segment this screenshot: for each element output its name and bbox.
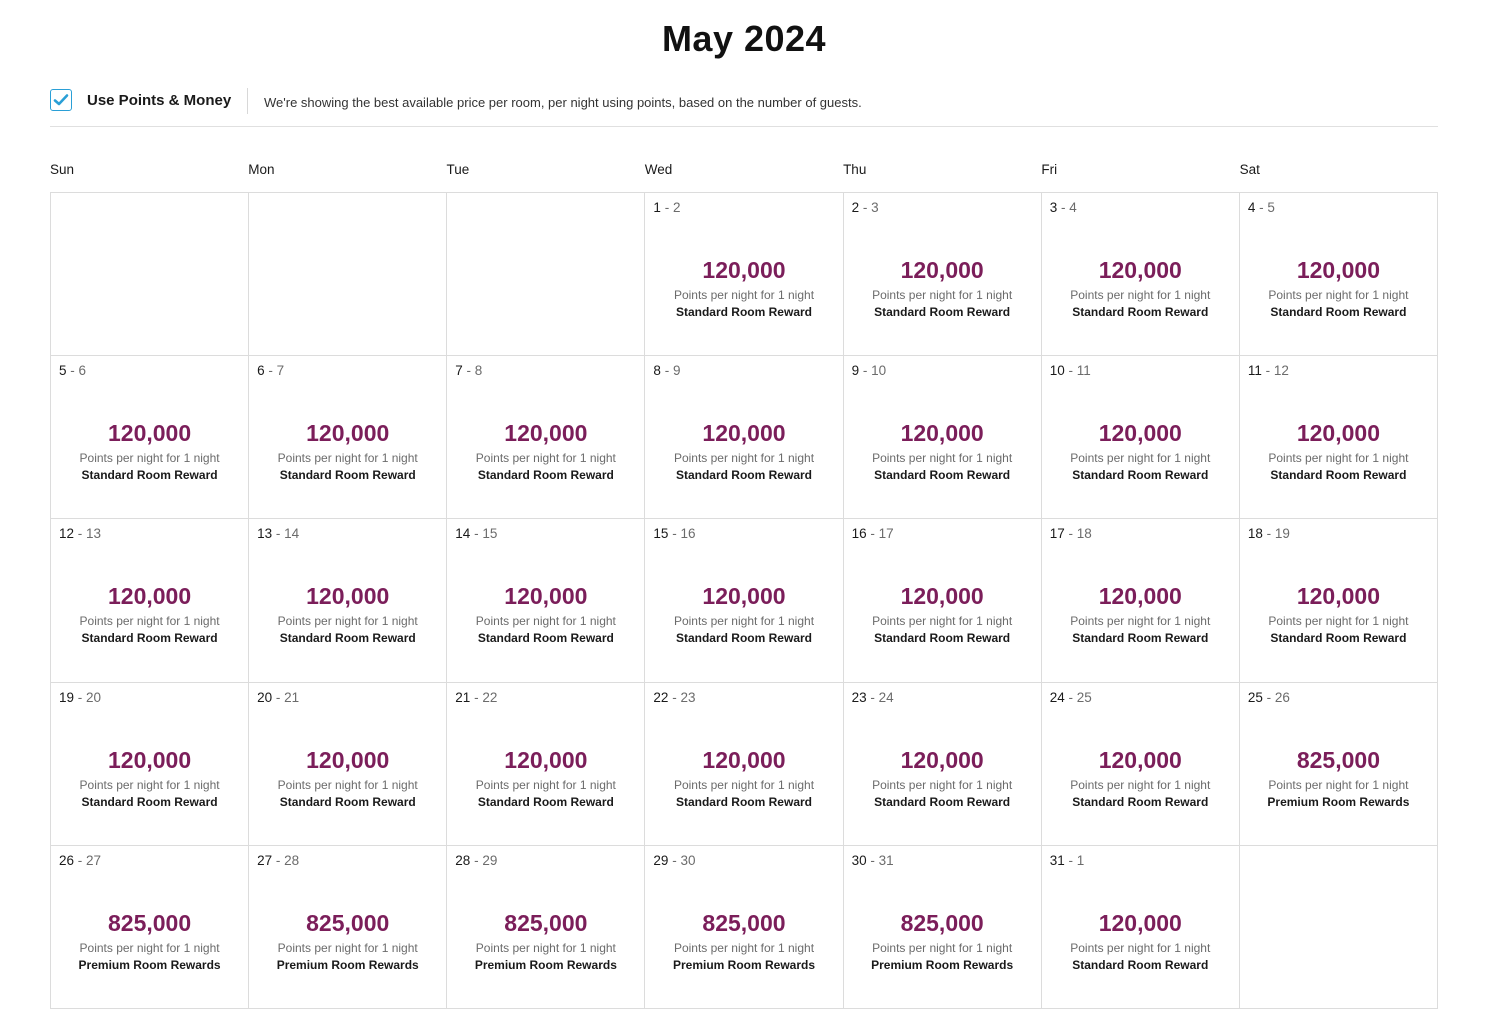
points-per-night-label: Points per night for 1 night	[277, 614, 418, 629]
calendar-day-cell[interactable]	[844, 846, 1042, 1009]
check-out-date: 23	[680, 689, 696, 705]
calendar-day-cell[interactable]	[249, 519, 447, 682]
calendar-day-cell[interactable]	[1240, 519, 1438, 682]
date-range: 12 - 13	[59, 526, 102, 542]
check-out-date: 3	[871, 200, 879, 215]
check-in-date: 29	[653, 852, 669, 868]
points-price: 120,000	[702, 420, 786, 447]
room-reward-type: Standard Room Reward	[1072, 468, 1209, 483]
room-reward-type: Standard Room Reward	[81, 631, 218, 646]
room-reward-type: Standard Room Reward	[279, 794, 416, 809]
check-in-date: 6	[257, 363, 265, 379]
check-out-date: 16	[680, 526, 696, 542]
date-range: 2 - 3	[851, 200, 879, 215]
weekday-fri: Fri	[1041, 162, 1058, 177]
points-per-night-label: Points per night for 1 night	[1070, 288, 1211, 302]
check-out-date: 15	[482, 526, 498, 542]
weekday-tue: Tue	[446, 162, 470, 177]
check-in-date: 11	[1247, 363, 1262, 379]
check-out-date: 11	[1076, 363, 1091, 379]
room-reward-type: Premium Room Rewards	[1267, 794, 1410, 809]
points-per-night-label: Points per night for 1 night	[79, 777, 220, 792]
check-in-date: 16	[851, 526, 867, 542]
points-price: 120,000	[1098, 583, 1182, 610]
room-reward-type: Standard Room Reward	[675, 794, 812, 809]
check-in-date: 8	[653, 363, 661, 379]
points-per-night-label: Points per night for 1 night	[673, 451, 815, 466]
check-in-date: 15	[653, 526, 669, 542]
check-in-date: 3	[1049, 200, 1058, 215]
checkmark-icon	[53, 92, 69, 108]
calendar-day-cell[interactable]	[645, 519, 843, 682]
date-range: 19 - 20	[59, 689, 102, 705]
points-price: 120,000	[702, 746, 786, 773]
date-range: 29 - 30	[653, 852, 696, 868]
points-per-night-label: Points per night for 1 night	[673, 777, 815, 792]
date-range: 3 - 4	[1049, 200, 1077, 215]
check-in-date: 2	[851, 200, 860, 215]
weekday-sat: Sat	[1239, 162, 1260, 177]
check-in-date: 22	[653, 689, 669, 705]
calendar-day-cell[interactable]	[645, 356, 843, 519]
room-reward-type: Standard Room Reward	[1270, 631, 1407, 646]
check-in-date: 10	[1049, 363, 1065, 379]
weekday-wed: Wed	[644, 162, 673, 177]
check-in-date: 18	[1247, 526, 1263, 542]
check-out-date: 12	[1273, 363, 1289, 379]
check-out-date: 27	[86, 852, 102, 868]
calendar-day-cell[interactable]	[51, 519, 249, 682]
points-price: 120,000	[1098, 257, 1182, 283]
date-range: 1 - 2	[653, 200, 681, 215]
date-range: 16 - 17	[851, 526, 894, 542]
points-per-night-label: Points per night for 1 night	[1268, 288, 1409, 302]
date-range: 25 - 26	[1247, 689, 1290, 705]
points-per-night-label: Points per night for 1 night	[872, 614, 1013, 629]
room-reward-type: Premium Room Rewards	[78, 957, 221, 972]
date-range: 27 - 28	[257, 852, 300, 868]
room-reward-type: Standard Room Reward	[1270, 305, 1407, 319]
points-price: 120,000	[1098, 909, 1182, 936]
check-out-date: 21	[284, 689, 300, 705]
calendar-day-cell[interactable]	[1042, 356, 1240, 519]
check-out-date: 2	[672, 200, 681, 215]
points-price: 825,000	[1296, 746, 1380, 773]
check-out-date: 4	[1069, 200, 1077, 215]
room-reward-type: Standard Room Reward	[1072, 794, 1209, 809]
room-reward-type: Standard Room Reward	[279, 468, 416, 483]
date-range: 7 - 8	[455, 363, 483, 379]
points-per-night-label: Points per night for 1 night	[1268, 614, 1409, 629]
check-in-date: 31	[1049, 852, 1065, 868]
calendar-day-cell[interactable]	[249, 683, 447, 846]
room-reward-type: Premium Room Rewards	[672, 957, 816, 972]
date-range: 9 - 10	[851, 363, 887, 379]
date-range: 23 - 24	[851, 689, 894, 705]
calendar-day-cell[interactable]	[1042, 683, 1240, 846]
points-price: 825,000	[900, 909, 984, 936]
points-per-night-label: Points per night for 1 night	[475, 940, 616, 955]
points-price: 120,000	[1296, 420, 1380, 447]
date-range: 26 - 27	[59, 852, 102, 868]
check-in-date: 26	[59, 852, 75, 868]
room-reward-type: Standard Room Reward	[81, 468, 218, 483]
check-in-date: 25	[1247, 689, 1263, 705]
calendar-day-cell[interactable]	[1240, 356, 1438, 519]
points-price: 825,000	[702, 909, 786, 936]
check-in-date: 13	[257, 526, 273, 542]
calendar-day-cell[interactable]	[1042, 193, 1240, 356]
check-in-date: 21	[455, 689, 471, 705]
check-in-date: 1	[653, 200, 661, 215]
points-price: 120,000	[504, 583, 588, 610]
check-out-date: 19	[1274, 526, 1290, 542]
calendar-grid	[50, 192, 1438, 1009]
check-out-date: 5	[1267, 200, 1275, 215]
calendar-empty-cell	[249, 193, 447, 356]
points-price: 120,000	[108, 583, 192, 610]
calendar-empty-cell	[447, 193, 645, 356]
check-out-date: 8	[474, 363, 483, 379]
date-range: 10 - 11	[1049, 363, 1091, 379]
calendar-day-cell[interactable]	[447, 846, 645, 1009]
calendar-day-cell[interactable]	[1042, 519, 1240, 682]
points-per-night-label: Points per night for 1 night	[673, 288, 815, 302]
points-per-night-label: Points per night for 1 night	[277, 451, 418, 466]
room-reward-type: Standard Room Reward	[874, 631, 1011, 646]
check-out-date: 28	[284, 852, 300, 868]
check-out-date: 1	[1076, 852, 1085, 868]
calendar-day-cell[interactable]	[645, 846, 843, 1009]
date-range: 24 - 25	[1049, 689, 1092, 705]
calendar-day-cell[interactable]	[447, 356, 645, 519]
points-per-night-label: Points per night for 1 night	[872, 451, 1013, 466]
date-range: 18 - 19	[1247, 526, 1290, 542]
calendar-day-cell[interactable]	[645, 193, 843, 356]
points-price: 120,000	[306, 583, 390, 610]
check-in-date: 9	[851, 363, 860, 379]
points-price: 120,000	[702, 257, 786, 283]
calendar-day-cell[interactable]	[447, 683, 645, 846]
check-in-date: 20	[257, 689, 273, 705]
room-reward-type: Standard Room Reward	[1072, 305, 1209, 319]
room-reward-type: Standard Room Reward	[675, 305, 812, 319]
points-per-night-label: Points per night for 1 night	[79, 451, 220, 466]
points-price: 120,000	[1296, 257, 1380, 283]
calendar-empty-cell	[1240, 846, 1438, 1009]
points-price: 120,000	[1098, 420, 1182, 447]
points-per-night-label: Points per night for 1 night	[1070, 614, 1211, 629]
date-range: 11 - 12	[1247, 363, 1289, 379]
weekday-header	[50, 162, 1438, 182]
date-range: 21 - 22	[455, 689, 498, 705]
points-per-night-label: Points per night for 1 night	[277, 940, 418, 955]
points-price: 120,000	[504, 420, 588, 447]
points-per-night-label: Points per night for 1 night	[475, 451, 616, 466]
calendar-day-cell[interactable]	[844, 683, 1042, 846]
calendar-day-cell[interactable]	[447, 519, 645, 682]
date-range: 31 - 1	[1049, 852, 1085, 868]
date-range: 22 - 23	[653, 689, 696, 705]
points-price: 120,000	[900, 257, 984, 283]
check-in-date: 23	[851, 689, 867, 705]
room-reward-type: Standard Room Reward	[874, 468, 1011, 483]
points-per-night-label: Points per night for 1 night	[79, 614, 220, 629]
points-price: 120,000	[900, 746, 984, 773]
check-out-date: 17	[878, 526, 894, 542]
points-price: 120,000	[900, 583, 984, 610]
points-price: 120,000	[702, 583, 786, 610]
points-price: 120,000	[108, 746, 192, 773]
points-per-night-label: Points per night for 1 night	[872, 777, 1013, 792]
points-per-night-label: Points per night for 1 night	[79, 940, 220, 955]
points-price: 120,000	[108, 420, 192, 447]
points-price: 120,000	[1296, 583, 1380, 610]
check-out-date: 10	[871, 363, 887, 379]
calendar-day-cell[interactable]	[844, 356, 1042, 519]
calendar-day-cell[interactable]	[645, 683, 843, 846]
calendar-day-cell[interactable]	[249, 356, 447, 519]
room-reward-type: Standard Room Reward	[874, 305, 1011, 319]
check-in-date: 30	[851, 852, 867, 868]
calendar-empty-cell	[51, 193, 249, 356]
check-out-date: 9	[672, 363, 681, 379]
room-reward-type: Standard Room Reward	[477, 631, 614, 646]
points-price: 120,000	[504, 746, 588, 773]
points-per-night-label: Points per night for 1 night	[673, 940, 815, 955]
date-range: 4 - 5	[1247, 200, 1275, 215]
room-reward-type: Standard Room Reward	[477, 794, 614, 809]
check-in-date: 14	[455, 526, 471, 542]
weekday-mon: Mon	[248, 162, 275, 177]
check-out-date: 24	[878, 689, 894, 705]
date-range: 28 - 29	[455, 852, 498, 868]
room-reward-type: Standard Room Reward	[675, 468, 812, 483]
date-range: 20 - 21	[257, 689, 300, 705]
check-out-date: 14	[284, 526, 300, 542]
page-title: May 2024	[661, 18, 827, 59]
points-per-night-label: Points per night for 1 night	[475, 777, 616, 792]
check-in-date: 19	[59, 689, 75, 705]
date-range: 6 - 7	[257, 363, 285, 379]
points-per-night-label: Points per night for 1 night	[277, 777, 418, 792]
points-price: 120,000	[306, 420, 390, 447]
check-out-date: 13	[86, 526, 102, 542]
points-per-night-label: Points per night for 1 night	[872, 940, 1013, 955]
filter-divider	[247, 88, 248, 114]
points-price: 825,000	[306, 909, 390, 936]
weekday-thu: Thu	[843, 162, 867, 177]
check-in-date: 17	[1049, 526, 1065, 542]
room-reward-type: Standard Room Reward	[81, 794, 218, 809]
points-price: 120,000	[306, 746, 390, 773]
points-per-night-label: Points per night for 1 night	[1070, 940, 1211, 955]
points-price: 825,000	[504, 909, 588, 936]
date-range: 17 - 18	[1049, 526, 1092, 542]
date-range: 5 - 6	[59, 363, 87, 379]
check-out-date: 18	[1076, 526, 1092, 542]
points-per-night-label: Points per night for 1 night	[872, 288, 1013, 302]
room-reward-type: Standard Room Reward	[477, 468, 614, 483]
points-per-night-label: Points per night for 1 night	[673, 614, 815, 629]
check-in-date: 4	[1247, 200, 1256, 215]
calendar-day-cell[interactable]	[1042, 846, 1240, 1009]
pricing-description: We're showing the best available price per room, per night using points, based on the number of guests.	[264, 95, 862, 110]
date-range: 8 - 9	[653, 363, 681, 379]
room-reward-type: Standard Room Reward	[1072, 631, 1209, 646]
room-reward-type: Standard Room Reward	[675, 631, 812, 646]
points-price: 825,000	[108, 909, 192, 936]
date-range: 14 - 15	[455, 526, 498, 542]
check-out-date: 22	[482, 689, 498, 705]
points-per-night-label: Points per night for 1 night	[475, 614, 616, 629]
check-in-date: 7	[455, 363, 463, 379]
points-filter-bar	[50, 86, 1438, 127]
calendar-day-cell[interactable]	[51, 683, 249, 846]
points-per-night-label: Points per night for 1 night	[1268, 451, 1409, 466]
points-price: 120,000	[900, 420, 984, 447]
check-out-date: 25	[1076, 689, 1092, 705]
check-in-date: 5	[59, 363, 67, 379]
room-reward-type: Standard Room Reward	[279, 631, 416, 646]
calendar-day-cell[interactable]	[1240, 193, 1438, 356]
room-reward-type: Premium Room Rewards	[276, 957, 419, 972]
points-per-night-label: Points per night for 1 night	[1070, 777, 1211, 792]
room-reward-type: Standard Room Reward	[874, 794, 1011, 809]
check-in-date: 12	[59, 526, 75, 542]
check-out-date: 30	[680, 852, 696, 868]
room-reward-type: Standard Room Reward	[1072, 957, 1209, 972]
points-per-night-label: Points per night for 1 night	[1070, 451, 1211, 466]
check-out-date: 26	[1274, 689, 1290, 705]
weekday-sun: Sun	[50, 162, 75, 177]
calendar-day-cell[interactable]	[249, 846, 447, 1009]
points-per-night-label: Points per night for 1 night	[1268, 777, 1409, 792]
check-out-date: 20	[86, 689, 102, 705]
calendar-day-cell[interactable]	[1240, 683, 1438, 846]
check-in-date: 27	[257, 852, 273, 868]
date-range: 15 - 16	[653, 526, 696, 542]
calendar-day-cell[interactable]	[844, 519, 1042, 682]
check-in-date: 28	[455, 852, 471, 868]
use-points-checkbox[interactable]	[50, 89, 72, 111]
calendar-day-cell[interactable]	[51, 846, 249, 1009]
check-in-date: 24	[1049, 689, 1065, 705]
room-reward-type: Premium Room Rewards	[871, 957, 1014, 972]
calendar-day-cell[interactable]	[51, 356, 249, 519]
calendar-day-cell[interactable]	[844, 193, 1042, 356]
date-range: 13 - 14	[257, 526, 300, 542]
check-out-date: 29	[482, 852, 498, 868]
check-out-date: 7	[276, 363, 285, 379]
check-out-date: 6	[78, 363, 87, 379]
use-points-label[interactable]: Use Points & Money	[87, 92, 232, 109]
room-reward-type: Standard Room Reward	[1270, 468, 1407, 483]
room-reward-type: Premium Room Rewards	[474, 957, 617, 972]
points-price: 120,000	[1098, 746, 1182, 773]
check-out-date: 31	[878, 852, 894, 868]
date-range: 30 - 31	[851, 852, 894, 868]
